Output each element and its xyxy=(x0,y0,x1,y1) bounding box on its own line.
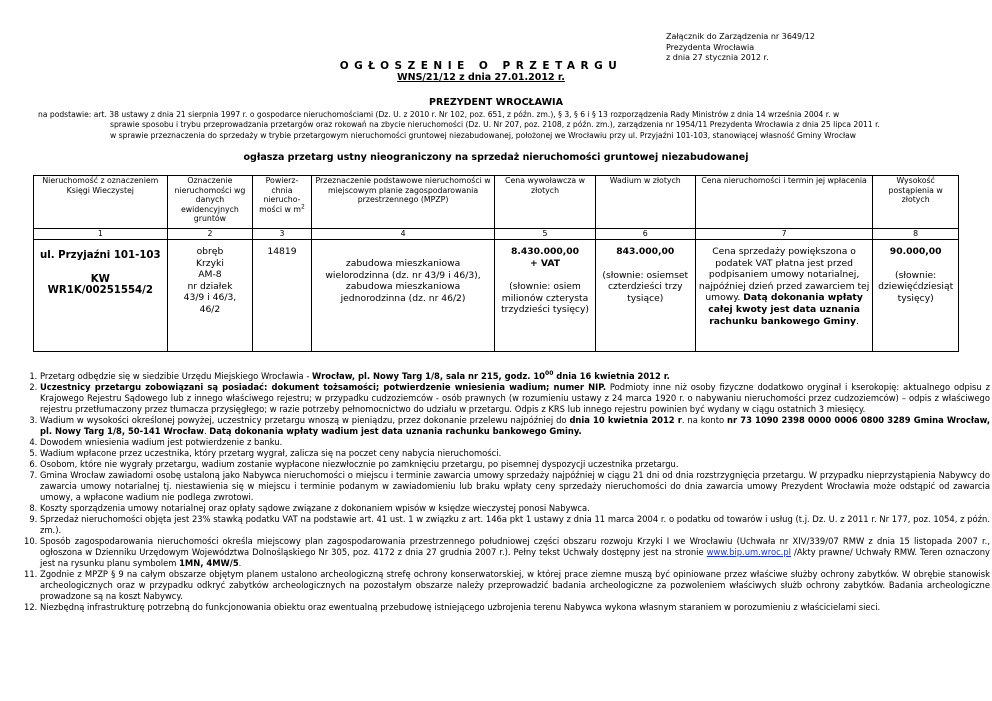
list-item: 5. Wadium wpłacone przez uczestnika, który przetarg wygrał, zalicza się na poczet ceny nabycia nieruchomości. xyxy=(40,448,990,459)
col-header-price: Cena wywoławcza w złotych xyxy=(495,176,595,229)
cell-increment xyxy=(873,240,959,352)
table-row xyxy=(34,240,959,352)
col-number: 1 xyxy=(34,229,168,240)
cell-price xyxy=(495,240,595,352)
kw-number: WR1K/00251554/2 xyxy=(47,285,153,297)
list-item: 6. Osobom, które nie wygrały przetargu, wadium zostanie wypłacone niezwłocznie po zamknięciu przetargu, po pisemnej dyspozycji uczestnika przetargu. xyxy=(40,459,990,470)
col-number: 3 xyxy=(253,229,311,240)
deposit-words: (słownie: osiemset czterdzieści trzy tysiące) xyxy=(602,269,689,304)
col-number: 4 xyxy=(311,229,495,240)
legal-basis xyxy=(38,110,958,141)
col-header-payment: Cena nieruchomości i termin jej wpłacenia xyxy=(695,176,872,229)
designation-line: 43/9 i 46/3, xyxy=(183,292,237,304)
legal-basis-line-1: na podstawie: art. 38 ustawy z dnia 21 sierpnia 1997 r. o gospodarce nieruchomościami (Dz. U. z 2010 r. Nr 102, poz. 651, z późn. zm.), § 3, § 6 i § 13 rozporządzenia Rady Ministrów z dnia 14 września 2004 r. w xyxy=(38,110,840,119)
price-value: 8.430.000,00 xyxy=(511,246,580,257)
cell-designation xyxy=(167,240,253,352)
col-number: 8 xyxy=(873,229,959,240)
title-number: WNS/21/12 z dnia 27.01.2012 r. xyxy=(397,72,565,83)
list-item: 1. Przetarg odbędzie się w siedzibie Urzędu Miejskiego Wrocławia - Wrocław, pl. Nowy Targ 1/8, sala nr 215, godz. $10^{00}$ dnia 16 kwietnia 2012 r. xyxy=(40,371,990,382)
col-number: 5 xyxy=(495,229,595,240)
kw-label: KW xyxy=(90,273,110,285)
table-header-row xyxy=(34,176,959,229)
col-header-purpose: Przeznaczenie podstawowe nieruchomości w miejscowym planie zagospodarowania przestrzennego (MPZP) xyxy=(311,176,495,229)
conditions-list xyxy=(4,371,990,613)
payment-bold-text: Datą dokonania wpłaty całej kwoty jest data uznania rachunku bankowego Gminy xyxy=(708,292,863,327)
table-number-row xyxy=(34,229,959,240)
price-vat: + VAT xyxy=(530,257,561,269)
cell-area: 14819 xyxy=(253,240,311,352)
list-item: 2. Uczestnicy przetargu zobowiązani są posiadać: dokument tożsamości; potwierdzenie wniesienia wadium; numer NIP. Podmioty inne niż osoby fizyczne dodatkowo oryginał i kserokopię: aktualnego odpisu z Krajowego Rejestru Sądowego lub z innego właściwego rejestru; w przypadku cudzoziemców - osób prawnych (w rozumieniu ustawy z 24 marca 1920 r. o nabywaniu nieruchomości przez cudzoziemców) – odpis z właściwego rejestru przetłumaczony przez tłumacza przysięgłego; w razie potrzeby pełnomocnictwo do udziału w przetargu. Odpis z KRS lub innego rejestru powinien być wydany w ciągu ostatnich 3 miesięcy. xyxy=(40,382,990,415)
legal-basis-line-2: sprawie sposobu i trybu przeprowadzania przetargów oraz rokowań na zbycie nieruchomości (Dz. U. Nr 207, poz. 2108, z późn. zm.), zarządzenia nr 1954/11 Prezydenta Wrocławia z dnia 25 lipca 2011 r. xyxy=(110,120,880,130)
attachment-note xyxy=(666,32,815,64)
col-number: 2 xyxy=(167,229,253,240)
increment-words: (słownie: dziewięćdziesiąt tysięcy) xyxy=(878,269,954,304)
list-item: 4. Dowodem wniesienia wadium jest potwierdzenie z banku. xyxy=(40,437,990,448)
announcement: ogłasza przetarg ustny nieograniczony na sprzedaż nieruchomości gruntowej niezabudowanej xyxy=(243,152,749,163)
list-item: 10. Sposób zagospodarowania nieruchomości określa miejscowy plan zagospodarowania przestrzennego południowej części obszaru rozwoju Krzyki I we Wrocławiu (Uchwała nr XIV/339/07 RMW z dnia 15 listopada 2007 r., ogłoszona w Dzienniku Urzędowym Województwa Dolnośląskiego Nr 305, poz. 4172 z dnia 27 grudnia 2007 r.). Pełny tekst Uchwały dostępny jest na stronie www.bip.um.wroc.pl /Akty prawne/ Uchwały RMW. Teren oznaczony jest na rysunku planu symbolem 1MN, 4MW/5. xyxy=(40,536,990,569)
bip-link[interactable]: www.bip.um.wroc.pl xyxy=(706,547,791,557)
cell-purpose xyxy=(311,240,495,352)
designation-line: AM-8 xyxy=(198,269,222,281)
attachment-line-3: z dnia 27 stycznia 2012 r. xyxy=(666,53,769,62)
purpose-text: zabudowa mieszkaniowa wielorodzinna (dz. nr 43/9 i 46/3), zabudowa mieszkaniowa jednorodzinna (dz. nr 46/2) xyxy=(325,258,481,304)
attachment-line-1: Załącznik do Zarządzenia nr 3649/12 xyxy=(666,32,815,41)
legal-basis-line-3: w sprawie przeznaczenia do sprzedaży w trybie przetargowym nieruchomości gruntowej niezabudowanej, położonej we Wrocławiu przy ul. Przyjaźni 101-103, stanowiącej własność Gminy Wrocław xyxy=(110,130,857,140)
col-header-area: Powierz-chnia nierucho-mości w $m^2$ xyxy=(253,176,311,229)
col-number: 6 xyxy=(595,229,695,240)
designation-line: obręb xyxy=(196,246,224,257)
property-table xyxy=(33,175,959,352)
designation-line: nr działek xyxy=(187,280,233,292)
cell-deposit xyxy=(595,240,695,352)
list-item: 3. Wadium w wysokości określonej powyżej, uczestnicy przetargu wnoszą w pieniądzu, przez dokonanie przelewu najpóźniej do dnia 10 kwietnia 2012 r. na konto nr 73 1090 2398 0000 0006 0800 3289 Gmina Wrocław, pl. Nowy Targ 1/8, 50-141 Wrocław. Datą dokonania wpłaty wadium jest data uznania rachunku bankowego Gminy. xyxy=(40,415,990,437)
col-header-property: Nieruchomość z oznaczeniem Księgi Wieczystej xyxy=(34,176,168,229)
price-words: (słownie: osiem milionów czterysta trzydzieści tysięcy) xyxy=(501,281,589,316)
issuer-heading: PREZYDENT WROCŁAWIA xyxy=(429,97,563,108)
cell-payment: Cena sprzedaży powiększona o podatek VAT płatna jest przed podpisaniem umowy notarialnej, najpóźniej dzień przed zawarciem tej umowy. Datą dokonania wpłaty całej kwoty jest data uznania rachunku bankowego Gminy. xyxy=(695,240,872,352)
increment-value: 90.000,00 xyxy=(889,246,942,257)
title-heading: OGŁOSZENIE O PRZETARGU xyxy=(339,60,623,72)
col-header-area-text: Powierz-chnia nierucho-mości w m xyxy=(259,176,301,214)
designation-line: 46/2 xyxy=(199,303,221,315)
property-address: ul. Przyjaźni 101-103 xyxy=(40,250,161,261)
col-number: 7 xyxy=(695,229,872,240)
document-title xyxy=(0,60,992,83)
list-item: 12. Niezbędną infrastrukturę potrzebną do funkcjonowania obiektu oraz ewentualną przebudowę istniejącego uzbrojenia terenu Nabywca wykona własnym staraniem w porozumieniu z właścicielami sieci. xyxy=(40,602,990,613)
deposit-value: 843.000,00 xyxy=(616,246,675,257)
payment-text: Cena sprzedaży powiększona o podatek VAT płatna jest przed podpisaniem umowy notarialnej, najpóźniej dzień przed zawarciem tej umowy. xyxy=(698,246,870,304)
col-header-increment: Wysokość postąpienia w złotych xyxy=(873,176,959,229)
list-item: 7. Gmina Wrocław zawiadomi osobę ustaloną jako Nabywca nieruchomości o miejscu i terminie zawarcia umowy sprzedaży najpóźniej w ciągu 21 dni od dnia rozstrzygnięcia przetargu. W przypadku nieprzystąpienia Nabywcy do zawarcia umowy notarialnej tj. niestawienia się w miejscu i terminie podanym w zawiadomieniu lub braku wpłaty ceny sprzedaży nieruchomości do dnia zawarcia umowy Prezydent Wrocławia może odstąpić od zawarcia umowy, a wpłacone wadium nie podlega zwrotowi. xyxy=(40,470,990,503)
list-item: 8. Koszty sporządzenia umowy notarialnej oraz opłaty sądowe związane z dokonaniem wpisów w księdze wieczystej ponosi Nabywca. xyxy=(40,503,990,514)
designation-line: Krzyki xyxy=(195,257,224,269)
list-item: 11. Zgodnie z MPZP § 9 na całym obszarze objętym planem ustalono archeologiczną strefę ochrony konserwatorskiej, w której prace ziemne muszą być opiniowane przez właściwe służby ochrony zabytków. W obrębie stanowisk archeologicznych oraz w przypadku odkryć zabytków archeologicznych na pozostałym obszarze należy przeprowadzić badania archeologiczne za pozwoleniem właściwych służb ochrony zabytków. Badania archeologiczne prowadzone są na koszt Nabywcy. xyxy=(40,569,990,602)
col-header-deposit: Wadium w złotych xyxy=(595,176,695,229)
col-header-designation: Oznaczenie nieruchomości wg danych ewidencyjnych gruntów xyxy=(167,176,253,229)
list-item: 9. Sprzedaż nieruchomości objęta jest 23% stawką podatku VAT na podstawie art. 41 ust. 1 w związku z art. 146a pkt 1 ustawy z dnia 11 marca 2004 r. o podatku od towarów i usług (t.j. Dz. U. z 2011 r. Nr 177, poz. 1054, z późn. zm.). xyxy=(40,514,990,536)
cell-property xyxy=(34,240,168,352)
attachment-line-2: Prezydenta Wrocławia xyxy=(666,42,755,52)
